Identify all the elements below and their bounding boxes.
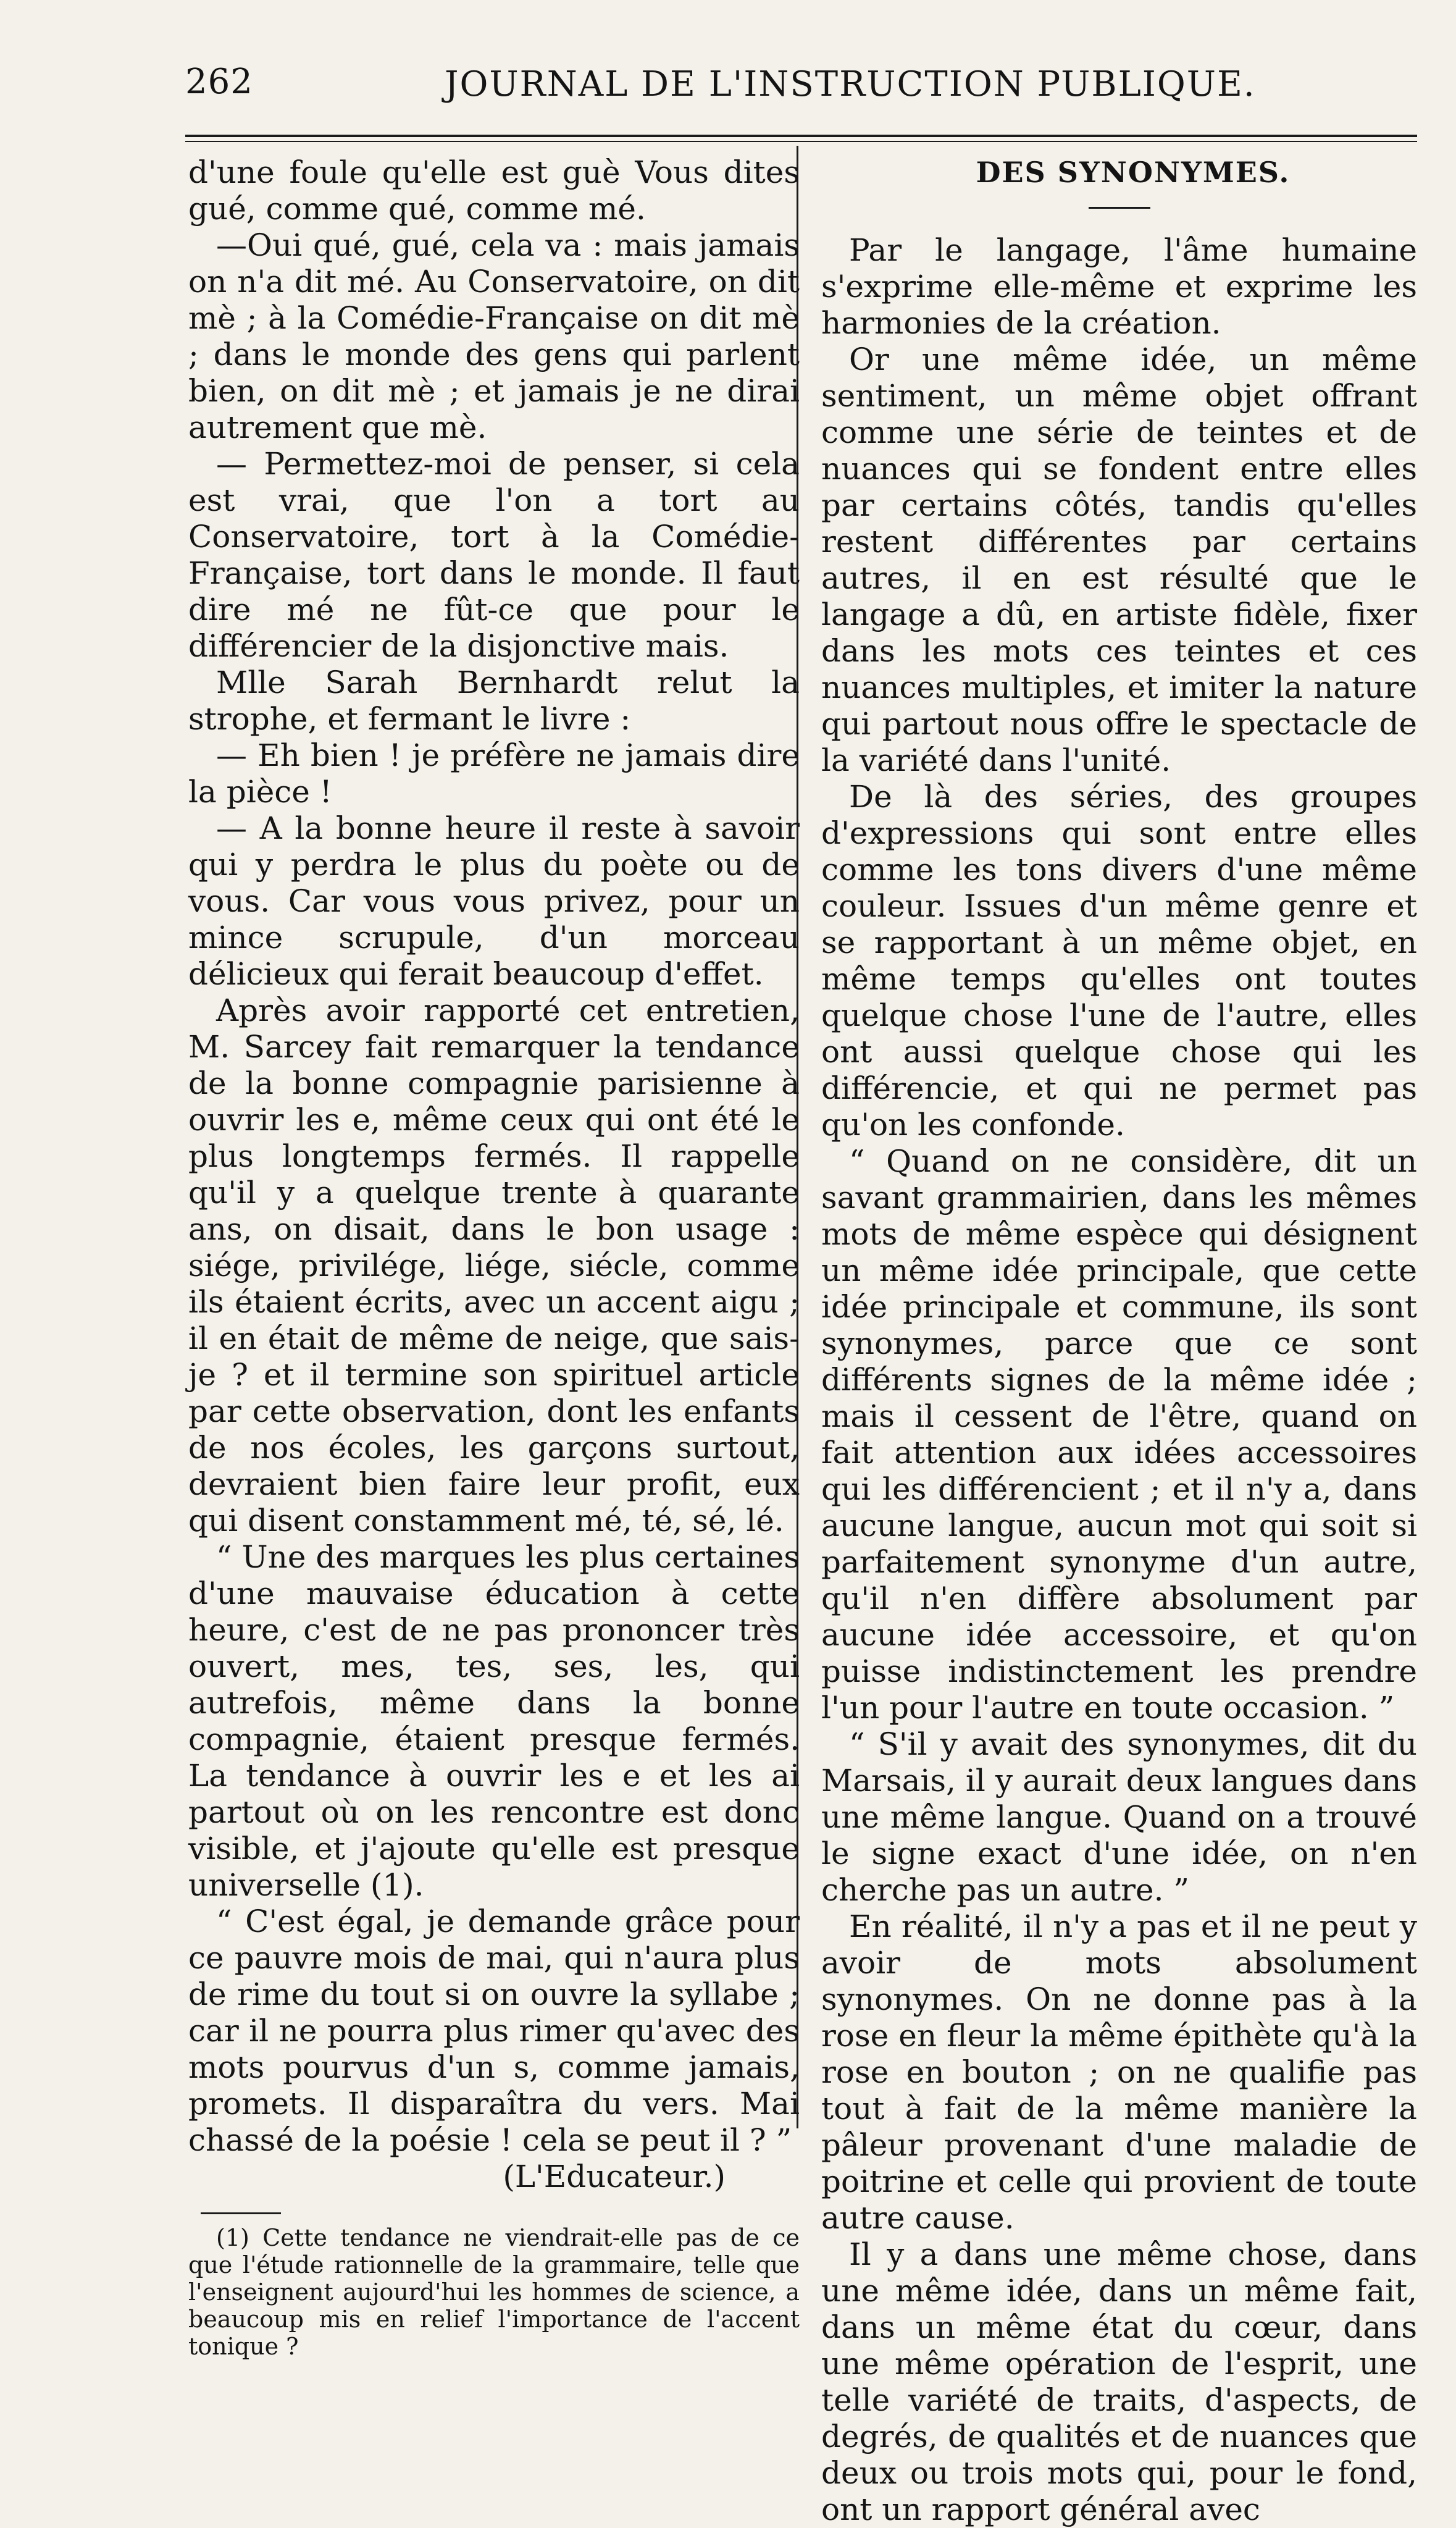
paragraph: — A la bonne heure il reste à savoir qui y perdra le plus du poète ou de vous. Car vous vous privez, pour un mince scrupule, d'un morceau délicieux qui ferait beaucoup d'effet. bbox=[188, 810, 800, 992]
paragraph: d'une foule qu'elle est guè Vous dites gué, comme qué, comme mé. bbox=[188, 154, 800, 227]
paragraph: “ C'est égal, je demande grâce pour ce pauvre mois de mai, qui n'aura plus de rime du tout si on ouvre la syllabe ; car il ne pourra plus rimer qu'avec des mots pourvus d'un s, comme jamais, promets. Il disparaîtra du vers. Mai chassé de la poésie ! cela se peut il ? ” bbox=[188, 1904, 800, 2158]
paragraph: Mlle Sarah Bernhardt relut la strophe, et fermant le livre : bbox=[188, 665, 800, 737]
paragraph: — Permettez-moi de penser, si cela est vrai, que l'on a tort au Conservatoire, tort à la Comédie-Française, tort dans le monde. Il faut dire mé ne fût-ce que pour le différencier de la disjonctive mais. bbox=[188, 446, 800, 664]
left-column bbox=[188, 154, 800, 2360]
paragraph: En réalité, il n'y a pas et il ne peut y avoir de mots absolument synonymes. On ne donne pas à la rose en fleur la même épithète qu'à la rose en bouton ; on ne qualifie pas tout à fait de la même manière la pâleur provenant d'une maladie de poitrine et celle qui provient de toute autre cause. bbox=[821, 1909, 1417, 2236]
paragraph: “ Une des marques les plus certaines d'une mauvaise éducation à cette heure, c'est de ne pas prononcer très ouvert, mes, tes, ses, les, qui autrefois, même dans la bonne compagnie, étaient presque fermés. La tendance à ouvrir les e et les ai partout où on les rencontre est donc visible, et j'ajoute qu'elle est presque universelle (1). bbox=[188, 1539, 800, 1903]
title-rule bbox=[1089, 207, 1150, 209]
right-column bbox=[821, 154, 1417, 2528]
footnote: (1) Cette tendance ne viendrait-elle pas de ce que l'étude rationnelle de la grammaire, telle que l'enseignent aujourd'hui les hommes de science, a beaucoup mis en relief l'importance de l'accent tonique ? bbox=[188, 2224, 800, 2360]
page-header bbox=[185, 37, 1420, 111]
header-rule bbox=[185, 135, 1417, 137]
paragraph: Il y a dans une même chose, dans une même idée, dans un même fait, dans un même état du cœur, dans une même opération de l'esprit, une telle variété de traits, d'aspects, de degrés, de qualités et de nuances que deux ou trois mots qui, pour le fond, ont un rapport général avec bbox=[821, 2236, 1417, 2527]
journal-title: JOURNAL DE L'INSTRUCTION PUBLIQUE. bbox=[445, 64, 1256, 104]
section-title: DES SYNONYMES. bbox=[976, 156, 1291, 189]
paragraph: — Eh bien ! je préfère ne jamais dire la pièce ! bbox=[188, 737, 800, 810]
footnote-rule bbox=[201, 2212, 281, 2214]
paragraph: De là des séries, des groupes d'expressions qui sont entre elles comme les tons divers d'une même couleur. Issues d'un même genre et se rapportant à un même objet, en même temps qu'elles ont toutes quelque chose l'une de l'autre, elles ont aussi quelque chose qui les différencie, et qui ne permet pas qu'on les confonde. bbox=[821, 779, 1417, 1143]
paragraph: Après avoir rapporté cet entretien, M. Sarcey fait remarquer la tendance de la bonne compagnie parisienne à ouvrir les e, même ceux qui ont été le plus longtemps fermés. Il rappelle qu'il y a quelque trente à quarante ans, on disait, dans le bon usage : siége, privilége, liége, siécle, comme ils étaient écrits, avec un accent aigu ; il en était de même de neige, que sais-je ? et il termine son spirituel article par cette observation, dont les enfants de nos écoles, les garçons surtout, devraient bien faire leur profit, eux qui disent constamment mé, té, sé, lé. bbox=[188, 993, 800, 1539]
paragraph: “ S'il y avait des synonymes, dit du Marsais, il y aurait deux langues dans une même langue. Quand on a trouvé le signe exact d'une idée, on n'en cherche pas un autre. ” bbox=[821, 1726, 1417, 1908]
page-number: 262 bbox=[185, 62, 253, 102]
paragraph: Or une même idée, un même sentiment, un même objet offrant comme une série de teintes et de nuances qui se fondent entre elles par certains côtés, tandis qu'elles restent différentes par certains autres, il en est résulté que le langage a dû, en artiste fidèle, fixer dans les mots ces teintes et ces nuances multiples, et imiter la nature qui partout nous offre le spectacle de la variété dans l'unité. bbox=[821, 342, 1417, 778]
paragraph: “ Quand on ne considère, dit un savant grammairien, dans les mêmes mots de même espèce qui désignent un même idée principale, que cette idée principale et commune, ils sont synonymes, parce que ce sont différents signes de la même idée ; mais il cessent de l'être, quand on fait attention aux idées accessoires qui les différencient ; et il n'y a, dans aucune langue, aucun mot qui soit si parfaitement synonyme d'un autre, qu'il n'en diffère absolument par aucune idée accessoire, et qu'on puisse indistinctement les prendre l'un pour l'autre en toute occasion. ” bbox=[821, 1143, 1417, 1726]
paragraph: —Oui qué, gué, cela va : mais jamais on n'a dit mé. Au Conservatoire, on dit mè ; à la Comédie-Française on dit mè ; dans le monde des gens qui parlent bien, on dit mè ; et jamais je ne dirai autrement que mè. bbox=[188, 227, 800, 445]
source-signature: (L'Educateur.) bbox=[503, 2159, 726, 2194]
paragraph: Par le langage, l'âme humaine s'exprime elle-même et exprime les harmonies de la création. bbox=[821, 232, 1417, 341]
header-rule-thin bbox=[185, 141, 1417, 142]
